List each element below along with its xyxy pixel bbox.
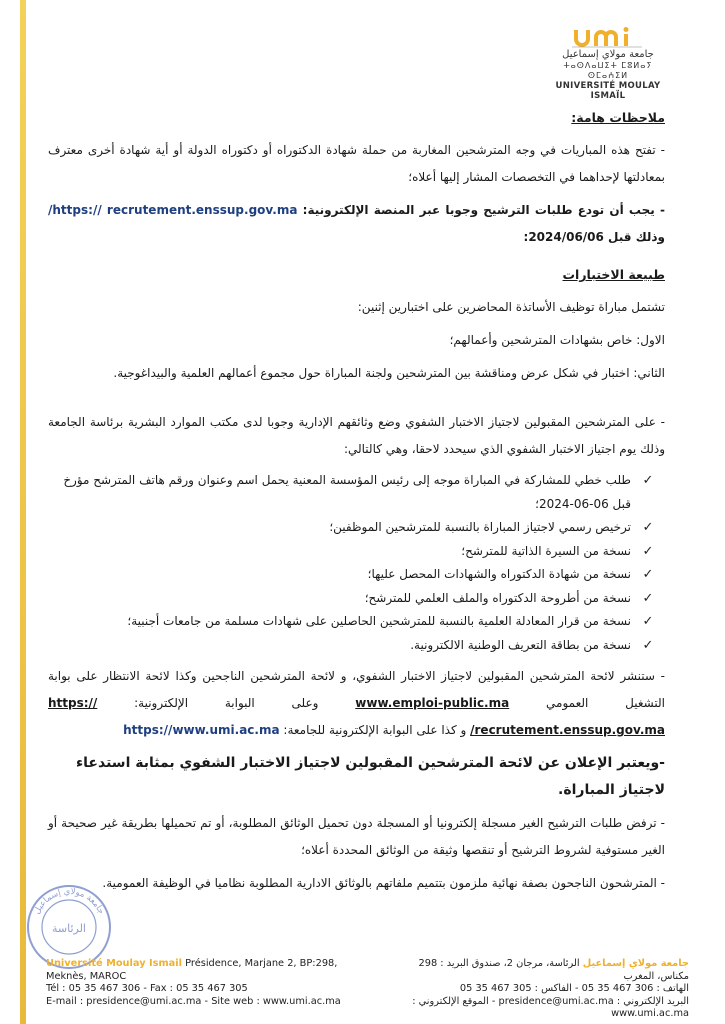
umi-logo-icon: [572, 26, 644, 48]
university-logo: [553, 26, 663, 101]
list-item: [48, 634, 657, 658]
list-item-text: نسخة من بطاقة التعريف الوطنية الالكترونية.: [410, 637, 631, 652]
list-item: [48, 516, 657, 540]
notes-paragraph-2: [48, 197, 665, 251]
footer-ar-line2: مكناس، المغرب: [623, 970, 689, 982]
publication-text-a: - ستنشر لائحة المترشحين المقبولين لاجتياز الاختبار الشفوي، و لائحة المترشحين الناجحين وكذا لائحة الانتظار على بوابة التشغيل العمومي: [48, 669, 665, 710]
footer-french: [46, 958, 376, 1008]
notes-p2-deadline: وذلك قبل 2024/06/06:: [523, 230, 665, 244]
logo-french-text: UNIVERSITÉ MOULAY ISMAÏL: [555, 81, 661, 101]
exams-heading: طبيعة الاختبارات: [562, 267, 665, 282]
list-item-text: ترخيص رسمي لاجتياز المباراة بالنسبة للمترشحين الموظفين؛: [329, 520, 631, 534]
umi-website-link[interactable]: https://www.umi.ac.ma: [123, 723, 280, 737]
documents-list: [48, 469, 665, 657]
notes-heading: ملاحظات هامة:: [571, 110, 665, 125]
page-footer: [46, 958, 689, 1018]
binder-stripe: [20, 0, 26, 1024]
checkmark-icon: ✓: [642, 543, 654, 559]
footer-fr-line1: Présidence, Marjane 2, BP:298,: [185, 958, 338, 969]
publication-text-c: و كذا على البوابة الإلكترونية للجامعة:: [283, 723, 467, 737]
notes-p2-text: - يجب أن تودع طلبات الترشيح وجوبا عبر المنصة الإلكترونية:: [302, 203, 665, 217]
footer-ar-org: جامعة مولاي إسماعيل: [582, 958, 689, 969]
winners-note: - المترشحون الناجحون بصفة نهائية ملزمون بتتميم ملفاتهم بالوثائق الادارية المطلوبة نظاميا في الوظيفة العمومية.: [102, 876, 665, 890]
notes-paragraph-1: - تفتح هذه المباريات في وجه المترشحين المغاربة من حملة شهادة الدكتوراه أو دكتوراه الدولة أو أية شهادة أخرى معترف بمعادلتها لإحداهما في التخصصات المشار إليها أعلاه؛: [48, 143, 665, 184]
footer-ar-line3: الهاتف : 306 467 35 05 - الفاكس : 305 467 35 05: [459, 983, 689, 994]
exams-second: الثاني: اختبار في شكل عرض ومناقشة بين المترشحين ولجنة المباراة حول مجموع أعمالهم العلمية والبيداغوجية.: [113, 366, 665, 380]
recrutement-link[interactable]: https:// recrutement.enssup.gov.ma/: [48, 203, 298, 217]
rejection-note: - ترفض طلبات الترشيح الغير مسجلة إلكترونيا أو المسجلة دون تحميل الوثائق المطلوبة، أو تم تحميلها بطريقة غير صحيحة أو الغير مستوفية لشروط الترشيح أو تنقصها وثيقة من الوثائق المحددة أعلاه؛: [48, 816, 665, 857]
footer-fr-line4: E-mail : presidence@umi.ac.ma - Site web : www.umi.ac.ma: [46, 995, 341, 1007]
logo-tifinagh-text: ⵜⴰⵙⴷⴰⵡⵉⵜ ⵎⵓⵍⴰⵢ ⵙⵎⴰⵄⵉⵍ: [563, 61, 653, 80]
checkmark-icon: ✓: [642, 567, 654, 582]
recrutement-link-2[interactable]: https:// recrutement.enssup.gov.ma/: [48, 696, 665, 737]
checkmark-icon: ✓: [642, 520, 654, 535]
emploi-public-link[interactable]: www.emploi-public.ma: [355, 696, 510, 710]
list-item: [48, 610, 657, 634]
footer-fr-line3: Tél : 05 35 467 306 - Fax : 05 35 467 305: [46, 983, 248, 994]
list-item-text: نسخة من السيرة الذاتية للمترشح؛: [461, 543, 631, 558]
exams-intro: تشتمل مباراة توظيف الأساتذة المحاضرين على اختبارين إثنين:: [357, 300, 665, 314]
list-item-text: نسخة من أطروحة الدكتوراه والملف العلمي للمترشح؛: [364, 590, 631, 605]
publication-paragraph: [48, 663, 665, 744]
list-item: [48, 563, 657, 587]
checkmark-icon: ✓: [642, 590, 654, 606]
list-item-text: نسخة من قرار المعادلة العلمية بالنسبة للمترشحين الحاصلين على شهادات مسلمة من جامعات أجنبية؛: [127, 614, 631, 628]
stamp-arc-text: جامعة مولاي إسماعيل: [32, 886, 106, 916]
list-item-text: طلب خطي للمشاركة في المباراة موجه إلى رئيس المؤسسة المعنية يحمل اسم وعنوان ورقم هاتف المترشح مؤرخ قبل 06-06-2024؛: [63, 473, 631, 511]
list-item: [48, 540, 657, 564]
list-item-text: نسخة من شهادة الدكتوراه والشهادات المحصل عليها؛: [367, 567, 631, 581]
footer-fr-line2: Meknès, MAROC: [46, 970, 127, 982]
announcement-note: -ويعتبر الإعلان عن لائحة المترشحين المقبولين لاجتياز الاختبار الشفوي بمثابة استدعاء لاجتياز المباراة.: [76, 755, 665, 798]
footer-ar-line1: الرئاسة، مرجان 2، صندوق البريد : 298: [418, 958, 580, 969]
logo-arabic-text: جامعة مولاي إسماعيل: [562, 49, 654, 60]
publication-text-b: وعلى البوابة الإلكترونية:: [134, 696, 319, 710]
footer-arabic: [379, 958, 689, 1021]
documents-intro: - على المترشحين المقبولين لاجتياز الاختبار الشفوي وضع وثائقهم الإدارية وجوبا لدى مكتب الموارد البشرية برئاسة الجامعة وذلك يوم اجتياز الاختبار الشفوي الذي سيحدد لاحقا، وهي كالتالي:: [48, 415, 665, 456]
stamp-center-text: الرئاسة: [51, 922, 87, 935]
list-item: [48, 469, 657, 516]
exams-first: الاول: خاص بشهادات المترشحين وأعمالهم؛: [449, 333, 665, 347]
list-item: [48, 587, 657, 611]
footer-fr-org: Université Moulay Ismail: [46, 958, 183, 969]
checkmark-icon: ✓: [642, 473, 654, 488]
footer-ar-line4: البريد الإلكتروني : presidence@umi.ac.ma - الموقع الإلكتروني : www.umi.ac.ma: [412, 995, 689, 1019]
svg-text:جامعة مولاي إسماعيل: [32, 887, 106, 916]
document-body: [48, 104, 665, 897]
checkmark-icon: ✓: [642, 637, 654, 653]
checkmark-icon: ✓: [642, 614, 654, 629]
